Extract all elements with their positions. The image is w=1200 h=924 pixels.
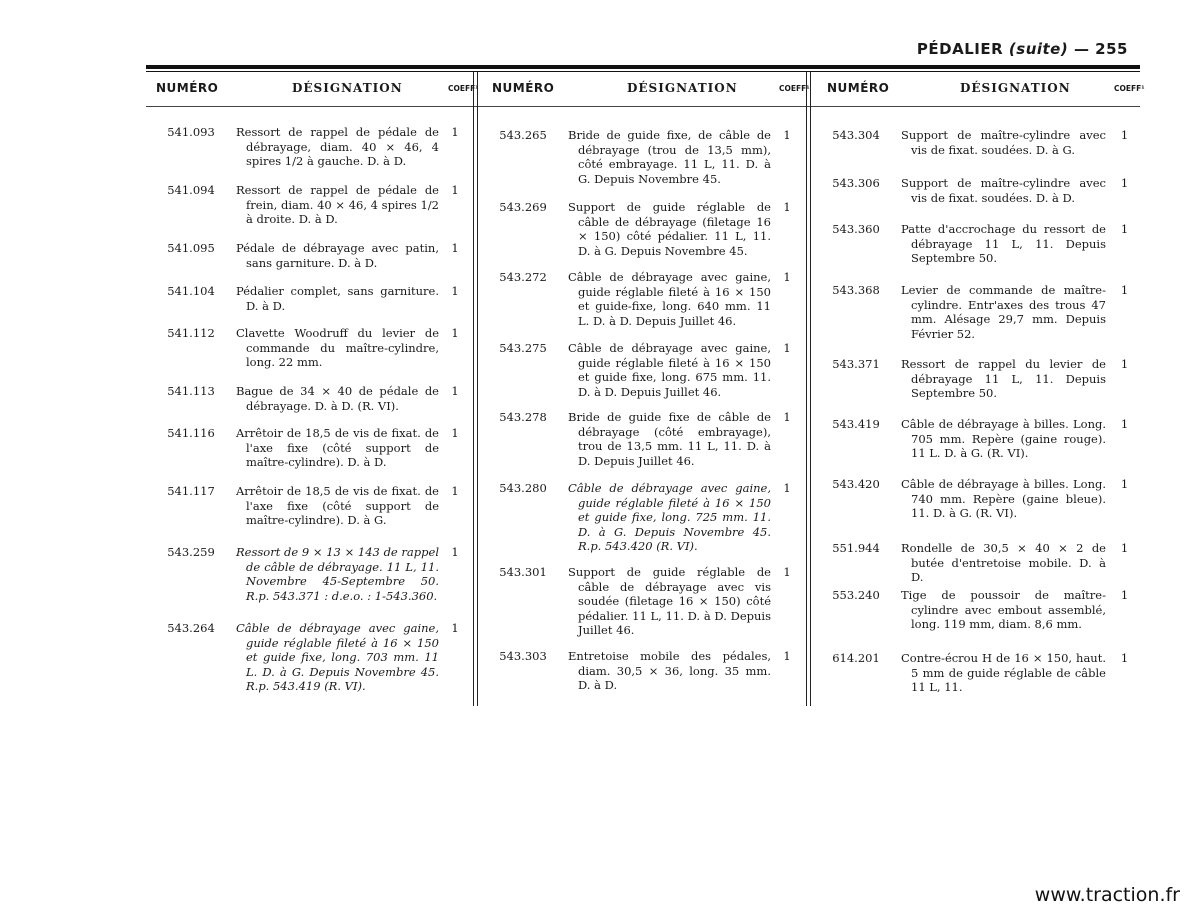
header-designation-2: DÉSIGNATION [627, 81, 738, 95]
part-coeff: 1 [1120, 417, 1129, 431]
header-rule [146, 106, 1140, 107]
part-designation: Arrêtoir de 18,5 de vis de fixat. de l'axe fixe (côté support de maître-cylindre). D. à D. [236, 426, 439, 469]
header-coeff-3: COEFF¹ [1114, 84, 1145, 93]
part-entry [478, 128, 800, 186]
part-coeff: 1 [1120, 541, 1129, 555]
part-number: 543.360 [832, 222, 880, 236]
part-coeff: 1 [1120, 222, 1129, 236]
part-number: 543.304 [832, 128, 880, 142]
part-designation: Câble de débrayage avec gaine, guide réglable fileté à 16 × 150 et guide-fixe, long. 640 mm. 11 L. D. à D. Depuis Juillet 46. [568, 270, 771, 328]
part-coeff: 1 [1120, 588, 1129, 602]
part-designation: Support de maître-cylindre avec vis de fixat. soudées. D. à G. [901, 128, 1106, 157]
part-entry [146, 545, 468, 603]
part-designation: Support de guide réglable de câble de débrayage avec vis soudée (filetage 16 × 150) côté pédalier. 11 L, 11. D. à D. Depuis Juillet 46. [568, 565, 771, 637]
part-number: 543.301 [499, 565, 547, 579]
part-designation: Support de guide réglable de câble de débrayage (filetage 16 × 150) côté pédalier. 11 L, 11. D. à G. Depuis Novembre 45. [568, 200, 771, 258]
part-designation: Pédalier complet, sans garniture. D. à D. [236, 284, 439, 313]
title-main: PÉDALIER [916, 40, 1004, 58]
part-coeff: 1 [783, 270, 791, 284]
part-designation: Câble de débrayage avec gaine, guide réglable fileté à 16 × 150 et guide fixe, long. 725 mm. 11. D. à G. Depuis Novembre 45. R.p. 543.420 (R. VI). [568, 481, 771, 553]
part-entry [146, 125, 468, 169]
part-number: 543.420 [832, 477, 880, 491]
part-entry [478, 649, 800, 693]
part-entry [811, 477, 1140, 521]
part-designation: Ressort de rappel de pédale de frein, diam. 40 × 46, 4 spires 1/2 à droite. D. à D. [236, 183, 439, 226]
part-entry [811, 283, 1140, 341]
part-number: 541.113 [167, 384, 215, 398]
header-designation-1: DÉSIGNATION [292, 81, 403, 95]
part-number: 543.278 [499, 410, 547, 424]
part-entry [478, 341, 800, 399]
title-suite: (suite) [1008, 40, 1069, 58]
part-designation: Arrêtoir de 18,5 de vis de fixat. de l'axe fixe (côté support de maître-cylindre). D. à G. [236, 484, 439, 527]
part-coeff: 1 [1120, 283, 1129, 297]
part-entry [478, 410, 800, 468]
part-designation: Tige de poussoir de maître-cylindre avec embout assemblé, long. 119 mm, diam. 8,6 mm. [901, 588, 1106, 631]
part-entry [811, 357, 1140, 401]
part-number: 541.112 [167, 326, 215, 340]
part-coeff: 1 [451, 621, 459, 635]
header-numero-2: NUMÉRO [492, 81, 555, 95]
part-entry [478, 270, 800, 328]
part-number: 543.303 [499, 649, 547, 663]
part-coeff: 1 [783, 565, 791, 579]
part-designation: Entretoise mobile des pédales, diam. 30,5 × 36, long. 35 mm. D. à D. [568, 649, 771, 692]
part-entry [146, 384, 468, 413]
header-coeff-1: COEFF¹ [448, 84, 479, 93]
part-designation: Rondelle de 30,5 × 40 × 2 de butée d'entretoise mobile. D. à D. [901, 541, 1106, 584]
part-number: 551.944 [832, 541, 880, 555]
part-entry [811, 176, 1140, 205]
part-coeff: 1 [451, 326, 459, 340]
part-entry [811, 222, 1140, 266]
part-designation: Support de maître-cylindre avec vis de fixat. soudées. D. à D. [901, 176, 1106, 205]
top-rule [146, 65, 1140, 69]
part-entry [811, 128, 1140, 157]
part-coeff: 1 [1120, 651, 1129, 665]
part-number: 541.104 [167, 284, 215, 298]
header-numero-1: NUMÉRO [156, 81, 219, 95]
part-designation: Ressort de 9 × 13 × 143 de rappel de câble de débrayage. 11 L, 11. Novembre 45-Septembre 50. R.p. 543.371 : d.e.o. : 1-543.360. [236, 545, 439, 603]
part-entry [811, 541, 1140, 585]
part-coeff: 1 [451, 284, 459, 298]
part-entry [146, 183, 468, 227]
part-number: 543.306 [832, 176, 880, 190]
part-coeff: 1 [783, 341, 791, 355]
part-entry [478, 565, 800, 638]
part-designation: Contre-écrou H de 16 × 150, haut. 5 mm de guide réglable de câble 11 L, 11. [901, 651, 1106, 694]
part-coeff: 1 [451, 484, 459, 498]
page-title [917, 40, 1128, 58]
part-designation: Clavette Woodruff du levier de commande du maître-cylindre, long. 22 mm. [236, 326, 439, 369]
part-number: 541.117 [167, 484, 215, 498]
part-entry [811, 651, 1140, 695]
part-number: 543.371 [832, 357, 880, 371]
part-entry [146, 326, 468, 370]
top-rule-thin [146, 71, 1140, 72]
part-designation: Pédale de débrayage avec patin, sans garniture. D. à D. [236, 241, 439, 270]
part-number: 543.269 [499, 200, 547, 214]
part-number: 541.095 [167, 241, 215, 255]
part-number: 541.116 [167, 426, 215, 440]
part-coeff: 1 [783, 200, 791, 214]
part-coeff: 1 [1120, 357, 1129, 371]
part-designation: Ressort de rappel de pédale de débrayage, diam. 40 × 46, 4 spires 1/2 à gauche. D. à D. [236, 125, 439, 168]
part-number: 541.094 [167, 183, 215, 197]
part-number: 541.093 [167, 125, 215, 139]
part-number: 614.201 [832, 651, 880, 665]
part-designation: Ressort de rappel du levier de débrayage 11 L, 11. Depuis Septembre 50. [901, 357, 1106, 400]
page-number: — 255 [1073, 40, 1128, 58]
part-coeff: 1 [1120, 477, 1129, 491]
part-entry [146, 484, 468, 528]
part-entry [146, 284, 468, 313]
part-coeff: 1 [783, 481, 791, 495]
part-designation: Bride de guide fixe de câble de débrayage (côté embrayage), trou de 13,5 mm. 11 L, 11. D. à D. Depuis Juillet 46. [568, 410, 771, 468]
part-coeff: 1 [783, 410, 791, 424]
part-number: 543.275 [499, 341, 547, 355]
header-designation-3: DÉSIGNATION [960, 81, 1071, 95]
part-number: 543.259 [167, 545, 215, 559]
part-designation: Câble de débrayage à billes. Long. 740 mm. Repère (gaine bleue). 11. D. à G. (R. VI). [901, 477, 1106, 520]
part-designation: Levier de commande de maître-cylindre. Entr'axes des trous 47 mm. Alésage 29,7 mm. Depuis Février 52. [901, 283, 1106, 341]
part-entry [811, 588, 1140, 632]
part-coeff: 1 [1120, 176, 1129, 190]
part-entry [146, 241, 468, 270]
part-designation: Câble de débrayage à billes. Long. 705 mm. Repère (gaine rouge). 11 L. D. à G. (R. VI). [901, 417, 1106, 460]
part-coeff: 1 [451, 545, 459, 559]
part-coeff: 1 [451, 241, 459, 255]
header-coeff-2: COEFF¹ [779, 84, 810, 93]
part-coeff: 1 [1120, 128, 1129, 142]
part-number: 543.265 [499, 128, 547, 142]
part-coeff: 1 [451, 183, 459, 197]
part-coeff: 1 [451, 384, 459, 398]
part-entry [478, 481, 800, 554]
part-designation: Patte d'accrochage du ressort de débrayage 11 L, 11. Depuis Septembre 50. [901, 222, 1106, 265]
part-designation: Câble de débrayage avec gaine, guide réglable fileté à 16 × 150 et guide fixe, long. 675 mm. 11. D. à D. Depuis Juillet 46. [568, 341, 771, 399]
part-number: 553.240 [832, 588, 880, 602]
part-entry [146, 426, 468, 470]
part-coeff: 1 [451, 125, 459, 139]
part-coeff: 1 [783, 128, 791, 142]
part-entry [811, 417, 1140, 461]
part-number: 543.280 [499, 481, 547, 495]
part-entry [478, 200, 800, 258]
part-coeff: 1 [451, 426, 459, 440]
part-number: 543.419 [832, 417, 880, 431]
part-designation: Bride de guide fixe, de câble de débrayage (trou de 13,5 mm), côté embrayage. 11 L, 11. D. à G. Depuis Novembre 45. [568, 128, 771, 186]
part-number: 543.368 [832, 283, 880, 297]
part-designation: Bague de 34 × 40 de pédale de débrayage. D. à D. (R. VI). [236, 384, 439, 413]
part-entry [146, 621, 468, 694]
site-watermark: www.traction.fr [1034, 884, 1180, 906]
part-coeff: 1 [783, 649, 791, 663]
part-number: 543.264 [167, 621, 215, 635]
header-numero-3: NUMÉRO [827, 81, 890, 95]
part-designation: Câble de débrayage avec gaine, guide réglable fileté à 16 × 150 et guide fixe, long. 703 mm. 11 L. D. à G. Depuis Novembre 45. R.p. 543.419 (R. VI). [236, 621, 439, 693]
part-number: 543.272 [499, 270, 547, 284]
